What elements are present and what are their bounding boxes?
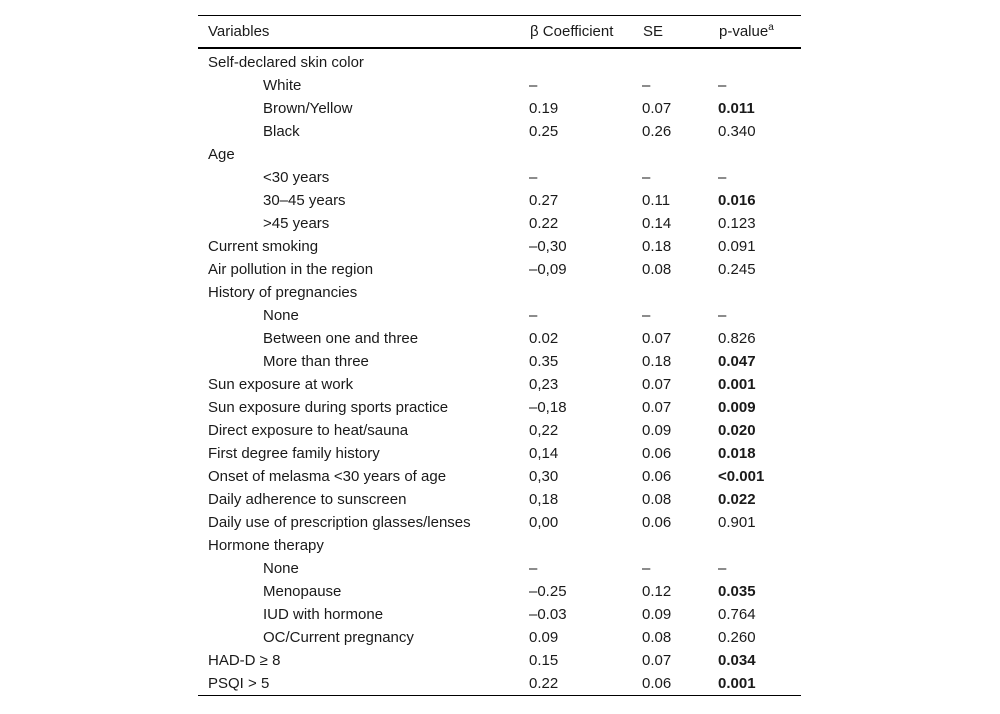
header-p-value bbox=[709, 16, 801, 49]
se-cell: 0.26 bbox=[642, 123, 672, 140]
p-value-cell: 0.001 bbox=[718, 376, 756, 393]
se-cell: 0.07 bbox=[642, 376, 672, 393]
p-value-cell: 0.034 bbox=[718, 652, 756, 669]
table-row bbox=[198, 396, 801, 419]
se-cell: 0.18 bbox=[642, 238, 672, 255]
se-cell: 0.08 bbox=[642, 629, 672, 646]
se-cell: 0.08 bbox=[642, 261, 672, 278]
se-cell: 0.06 bbox=[642, 445, 672, 462]
table-row bbox=[198, 350, 801, 373]
row-sublabel: White bbox=[263, 77, 302, 94]
p-value-cell: 0.009 bbox=[718, 399, 756, 416]
p-value-cell: – bbox=[718, 169, 727, 186]
beta-coefficient-cell: 0,23 bbox=[529, 376, 559, 393]
row-sublabel: None bbox=[263, 560, 299, 577]
row-label: Direct exposure to heat/sauna bbox=[208, 422, 409, 439]
beta-coefficient-cell bbox=[520, 281, 633, 304]
row-sublabel: OC/Current pregnancy bbox=[263, 629, 414, 646]
beta-coefficient-cell: 0.19 bbox=[529, 100, 559, 117]
p-value-cell: 0.001 bbox=[709, 672, 801, 696]
table-row bbox=[198, 511, 801, 534]
beta-coefficient-cell: 0.02 bbox=[529, 330, 559, 347]
p-value-cell: 0.245 bbox=[718, 261, 756, 278]
se-cell: 0.07 bbox=[642, 399, 672, 416]
beta-coefficient-cell: 0.15 bbox=[529, 652, 559, 669]
p-value-cell: 0.022 bbox=[718, 491, 756, 508]
beta-coefficient-cell: 0,30 bbox=[529, 468, 559, 485]
se-cell: 0.06 bbox=[633, 672, 709, 696]
se-cell: – bbox=[642, 560, 651, 577]
p-value-cell bbox=[709, 281, 801, 304]
p-value-cell: 0.016 bbox=[718, 192, 756, 209]
row-sublabel: IUD with hormone bbox=[263, 606, 384, 623]
beta-coefficient-cell: – bbox=[529, 560, 538, 577]
beta-coefficient-cell: 0.25 bbox=[529, 123, 559, 140]
header-se: SE bbox=[643, 23, 664, 40]
beta-coefficient-cell: –0.25 bbox=[529, 583, 567, 600]
beta-coefficient-cell: 0.22 bbox=[520, 672, 633, 696]
table-row bbox=[198, 304, 801, 327]
row-sublabel: None bbox=[263, 307, 299, 324]
beta-coefficient-cell: 0,22 bbox=[529, 422, 559, 439]
se-cell: 0.07 bbox=[642, 100, 672, 117]
se-cell bbox=[633, 281, 709, 304]
se-cell: 0.18 bbox=[642, 353, 672, 370]
p-value-cell: 0.020 bbox=[718, 422, 756, 439]
p-value-cell bbox=[709, 48, 801, 74]
row-sublabel: <30 years bbox=[263, 169, 330, 186]
beta-coefficient-cell bbox=[520, 534, 633, 557]
table-row bbox=[198, 626, 801, 649]
beta-coefficient-cell: 0.27 bbox=[529, 192, 559, 209]
row-label: Sun exposure during sports practice bbox=[208, 399, 449, 416]
p-value-cell: – bbox=[718, 560, 727, 577]
table-row bbox=[198, 488, 801, 511]
beta-coefficient-cell: –0,30 bbox=[529, 238, 567, 255]
row-sublabel: >45 years bbox=[263, 215, 330, 232]
table-row bbox=[198, 672, 801, 696]
table-row bbox=[198, 212, 801, 235]
beta-coefficient-cell: 0.35 bbox=[529, 353, 559, 370]
se-cell: – bbox=[642, 169, 651, 186]
p-value-cell: – bbox=[718, 77, 727, 94]
table-row bbox=[198, 48, 801, 74]
se-cell bbox=[633, 143, 709, 166]
regression-table bbox=[198, 15, 801, 696]
table-row bbox=[198, 97, 801, 120]
row-label: Current smoking bbox=[208, 238, 319, 255]
row-sublabel: Menopause bbox=[263, 583, 342, 600]
p-value-cell: 0.764 bbox=[718, 606, 756, 623]
row-label: Sun exposure at work bbox=[208, 376, 354, 393]
beta-coefficient-cell: – bbox=[529, 77, 538, 94]
table-row bbox=[198, 442, 801, 465]
p-value-cell bbox=[709, 534, 801, 557]
row-sublabel: Brown/Yellow bbox=[263, 100, 353, 117]
beta-coefficient-cell: 0.22 bbox=[529, 215, 559, 232]
beta-coefficient-cell bbox=[520, 48, 633, 74]
se-cell bbox=[633, 534, 709, 557]
table-row bbox=[198, 166, 801, 189]
p-value-cell: 0.826 bbox=[718, 330, 756, 347]
beta-coefficient-cell: – bbox=[529, 169, 538, 186]
se-cell: 0.07 bbox=[642, 330, 672, 347]
row-label: Daily adherence to sunscreen bbox=[208, 491, 407, 508]
beta-coefficient-cell: – bbox=[529, 307, 538, 324]
row-label: Self-declared skin color bbox=[208, 54, 364, 71]
p-value-cell: 0.035 bbox=[718, 583, 756, 600]
row-sublabel: 30–45 years bbox=[263, 192, 346, 209]
row-label: HAD-D ≥ 8 bbox=[208, 652, 281, 669]
table-row bbox=[198, 649, 801, 672]
header-row bbox=[198, 16, 801, 49]
se-cell: 0.09 bbox=[642, 422, 672, 439]
se-cell: 0.12 bbox=[642, 583, 672, 600]
beta-coefficient-cell: –0,09 bbox=[529, 261, 567, 278]
p-value-cell: <0.001 bbox=[718, 468, 765, 485]
header-p-value-footnote-marker: a bbox=[768, 22, 774, 33]
table-row bbox=[198, 120, 801, 143]
p-value-cell: 0.340 bbox=[718, 123, 756, 140]
row-label: First degree family history bbox=[208, 445, 380, 462]
row-label: Onset of melasma <30 years of age bbox=[208, 468, 447, 485]
table-row bbox=[198, 603, 801, 626]
table-row bbox=[198, 327, 801, 350]
table-row bbox=[198, 557, 801, 580]
row-label: PSQI > 5 bbox=[198, 672, 520, 696]
p-value-cell: 0.901 bbox=[718, 514, 756, 531]
se-cell: 0.08 bbox=[642, 491, 672, 508]
beta-coefficient-cell: 0,14 bbox=[529, 445, 559, 462]
p-value-cell bbox=[709, 143, 801, 166]
p-value-cell: 0.018 bbox=[718, 445, 756, 462]
p-value-cell: 0.011 bbox=[718, 100, 755, 117]
row-label: Age bbox=[208, 146, 235, 163]
se-cell: – bbox=[642, 307, 651, 324]
row-label: Hormone therapy bbox=[208, 537, 324, 554]
se-cell: – bbox=[642, 77, 651, 94]
table-row bbox=[198, 373, 801, 396]
p-value-cell: – bbox=[718, 307, 727, 324]
table-header bbox=[198, 16, 801, 49]
table-row bbox=[198, 143, 801, 166]
p-value-cell: 0.260 bbox=[718, 629, 756, 646]
table-row bbox=[198, 74, 801, 97]
se-cell: 0.14 bbox=[642, 215, 672, 232]
table-row bbox=[198, 580, 801, 603]
table-row bbox=[198, 258, 801, 281]
table-row bbox=[198, 281, 801, 304]
table-row bbox=[198, 534, 801, 557]
table-row bbox=[198, 419, 801, 442]
beta-coefficient-cell: –0.03 bbox=[529, 606, 567, 623]
se-cell: 0.07 bbox=[642, 652, 672, 669]
se-cell: 0.09 bbox=[642, 606, 672, 623]
se-cell: 0.06 bbox=[642, 514, 672, 531]
row-sublabel: Black bbox=[263, 123, 300, 140]
beta-coefficient-cell: 0.09 bbox=[529, 629, 559, 646]
beta-coefficient-cell bbox=[520, 143, 633, 166]
header-beta-coefficient: β Coefficient bbox=[530, 23, 614, 40]
row-label: Air pollution in the region bbox=[208, 261, 374, 278]
p-value-cell: 0.123 bbox=[718, 215, 756, 232]
header-p-value-label: p-value bbox=[719, 23, 769, 40]
beta-coefficient-cell: –0,18 bbox=[529, 399, 567, 416]
p-value-cell: 0.047 bbox=[718, 353, 756, 370]
beta-coefficient-cell: 0,18 bbox=[529, 491, 559, 508]
se-cell: 0.06 bbox=[642, 468, 672, 485]
se-cell bbox=[633, 48, 709, 74]
table-row bbox=[198, 189, 801, 212]
header-variables: Variables bbox=[208, 23, 270, 40]
p-value-cell: 0.091 bbox=[718, 238, 756, 255]
regression-table-container bbox=[198, 15, 801, 696]
table-row bbox=[198, 235, 801, 258]
beta-coefficient-cell: 0,00 bbox=[529, 514, 559, 531]
row-label: History of pregnancies bbox=[208, 284, 358, 301]
table-body bbox=[198, 48, 801, 696]
row-label: Daily use of prescription glasses/lenses bbox=[208, 514, 471, 531]
se-cell: 0.11 bbox=[642, 192, 671, 209]
row-sublabel: Between one and three bbox=[263, 330, 419, 347]
table-row bbox=[198, 465, 801, 488]
row-sublabel: More than three bbox=[263, 353, 369, 370]
